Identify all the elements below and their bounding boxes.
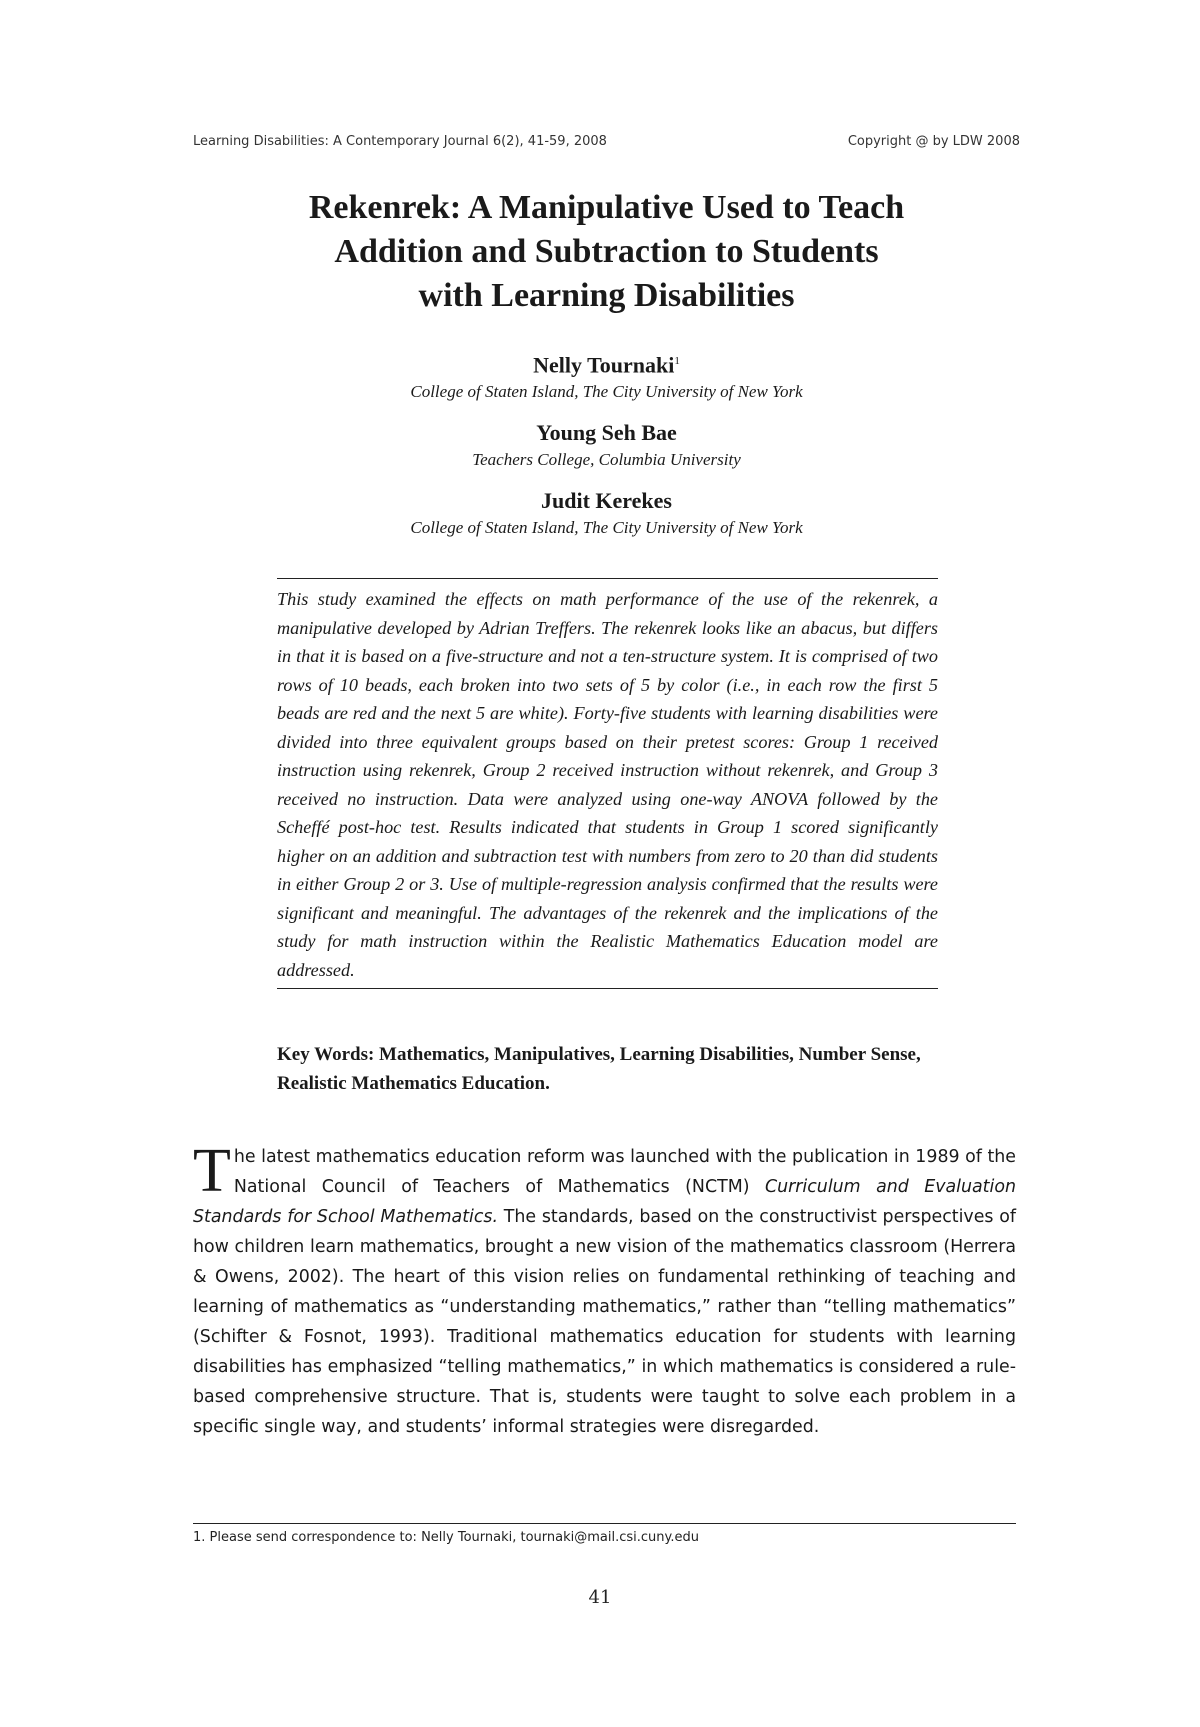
title-line-2: Addition and Subtraction to Students (334, 233, 879, 270)
author-affiliation: College of Staten Island, The City University of New York (410, 382, 803, 402)
author-affiliation: College of Staten Island, The City University of New York (410, 518, 803, 538)
author-name: Judit Kerekes (541, 488, 672, 514)
page-number: 41 (588, 1587, 612, 1608)
cited-title: Curriculum and Evaluation Standards for School Mathematics. (193, 1177, 1016, 1227)
body-text-part-1: he latest mathematics education reform was launched with the publication in 1989 of the National Council of Teachers of Mathematics (NCTM) (233, 1147, 1016, 1197)
running-header (193, 134, 1020, 149)
journal-citation: Learning Disabilities: A Contemporary Journal 6(2), 41-59, 2008 (193, 134, 607, 149)
title-line-3: with Learning Disabilities (418, 277, 795, 314)
body-text-part-2: The standards, based on the constructivist perspectives of how children learn mathematics, brought a new vision of the mathematics classroom (Herrera & Owens, 2002). The heart of this vision relies on fundamental rethinking of teaching and learning of mathematics as “understanding mathematics,” rather than “telling mathematics” (Schifter & Fosnot, 1993). Traditional mathematics education for students with learning disabilities has emphasized “telling mathematics,” in which mathematics is considered a rule-based comprehensive structure. That is, students were taught to solve each problem in a specific single way, and students’ informal strategies were disregarded. (193, 1207, 1016, 1437)
drop-cap: T (193, 1137, 231, 1205)
article-title (193, 186, 1020, 318)
footnote: 1. Please send correspondence to: Nelly Tournaki, tournaki@mail.csi.cuny.edu (193, 1530, 699, 1545)
author-name: Young Seh Bae (536, 420, 677, 446)
author-name: Nelly Tournaki$^1$ (533, 352, 680, 378)
body-paragraph (193, 1137, 1016, 1442)
footnote-marker: 1 (674, 355, 680, 367)
author-block (193, 346, 1020, 554)
footnote-divider (193, 1523, 1016, 1524)
title-line-1: Rekenrek: A Manipulative Used to Teach (308, 189, 905, 226)
copyright-notice: Copyright @ by LDW 2008 (847, 134, 1020, 149)
keywords: Key Words: Mathematics, Manipulatives, Learning Disabilities, Number Sense, Realistic Mathematics Education. (277, 1044, 921, 1094)
author-affiliation: Teachers College, Columbia University (472, 450, 741, 470)
abstract: This study examined the effects on math performance of the use of the rekenrek, a manipulative developed by Adrian Treffers. The rekenrek looks like an abacus, but differs in that it is based on a five-structure and not a ten-structure system. It is comprised of two rows of 10 beads, each broken into two sets of 5 by color (i.e., in each row the first 5 beads are red and the next 5 are white). Forty-five students with learning disabilities were divided into three equivalent groups based on their pretest scores: Group 1 received instruction using rekenrek, Group 2 received instruction without rekenrek, and Group 3 received no instruction. Data were analyzed using one-way ANOVA followed by the Scheffé post-hoc test. Results indicated that students in Group 1 scored significantly higher on an addition and subtraction test with numbers from zero to 20 than did students in either Group 2 or 3. Use of multiple-regression analysis confirmed that the results were significant and meaningful. The advantages of the rekenrek and the implications of the study for math instruction within the Realistic Mathematics Education model are addressed. (277, 578, 938, 989)
